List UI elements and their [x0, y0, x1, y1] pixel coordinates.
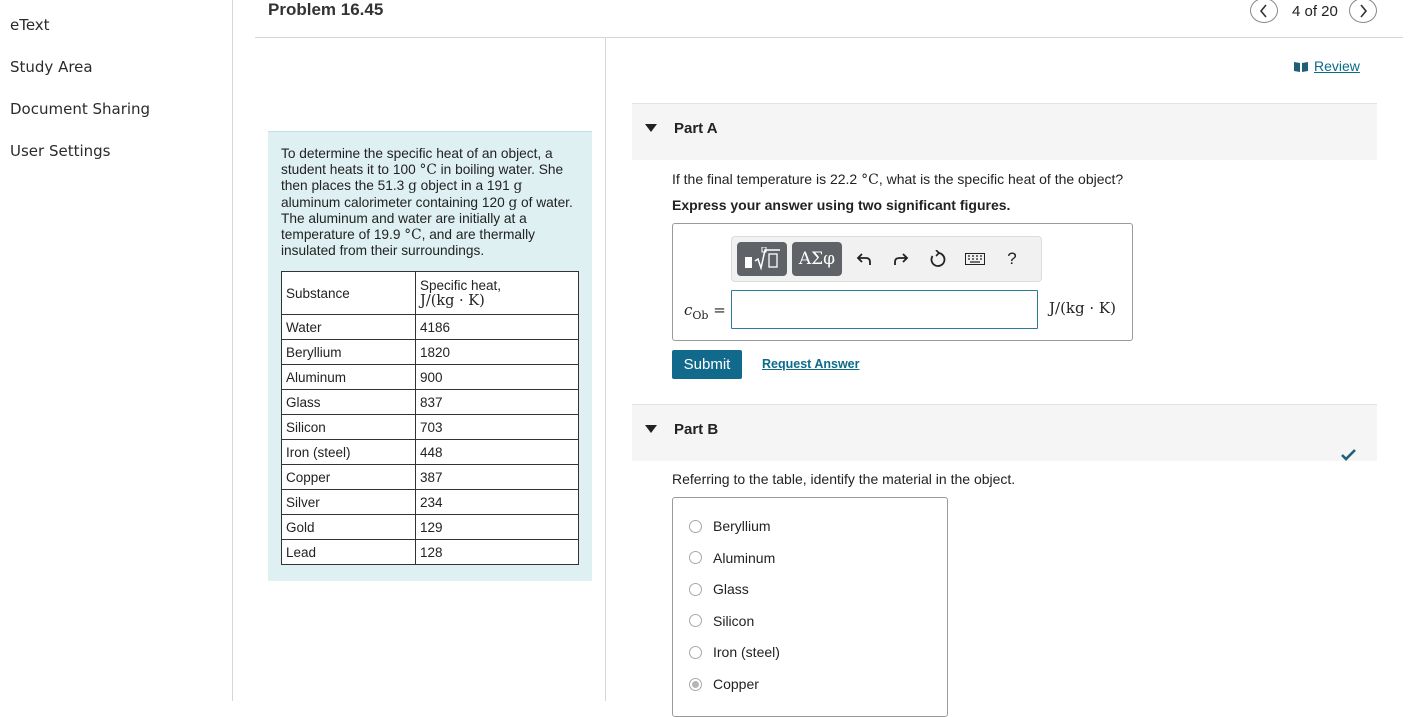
part-a-header[interactable]	[632, 103, 1377, 160]
choice-option[interactable]	[689, 579, 749, 599]
substance-cell: Glass	[282, 390, 416, 415]
radio-button[interactable]	[689, 614, 702, 627]
substance-cell: Water	[282, 315, 416, 340]
specific-heat-cell: 128	[416, 540, 579, 565]
table-row	[282, 390, 579, 415]
table-row	[282, 415, 579, 440]
part-b-header[interactable]	[632, 404, 1377, 461]
substance-cell: Silver	[282, 490, 416, 515]
next-button[interactable]	[1349, 0, 1377, 23]
nav-item-user-settings[interactable]: User Settings	[10, 142, 111, 160]
choice-label: Silicon	[713, 612, 755, 629]
choice-label: Beryllium	[713, 518, 771, 534]
page-counter: 4 of 20	[1292, 3, 1338, 20]
choice-label: Aluminum	[713, 549, 776, 566]
redo-icon	[893, 251, 909, 267]
substance-cell: Iron (steel)	[282, 440, 416, 465]
review-link[interactable]: Review	[1294, 58, 1360, 74]
choice-label: Glass	[713, 581, 749, 598]
table-row	[282, 315, 579, 340]
specific-heat-cell: 448	[416, 440, 579, 465]
part-b-label: Part B	[674, 421, 719, 438]
radio-button[interactable]	[689, 520, 702, 533]
chevron-left-icon	[1259, 4, 1269, 18]
undo-button[interactable]	[850, 242, 878, 276]
substance-cell: Gold	[282, 515, 416, 540]
specific-heat-cell: 900	[416, 365, 579, 390]
table-row	[282, 540, 579, 565]
previous-button[interactable]	[1250, 0, 1278, 23]
chevron-right-icon	[1358, 4, 1368, 18]
specific-heat-table	[281, 271, 579, 565]
answer-choices	[672, 497, 948, 717]
left-sidebar	[0, 0, 233, 701]
choice-option[interactable]	[689, 516, 771, 536]
substance-cell: Beryllium	[282, 340, 416, 365]
specific-heat-cell: 1820	[416, 340, 579, 365]
caret-down-icon	[645, 425, 657, 433]
answer-input[interactable]	[731, 290, 1038, 329]
choice-label: Copper	[713, 676, 759, 692]
part-a-question: If the final temperature is 22.2 °C, what is the specific heat of the object?	[672, 171, 1124, 188]
specific-heat-cell: 4186	[416, 315, 579, 340]
help-button[interactable]: ?	[1007, 249, 1017, 268]
specific-heat-cell: 129	[416, 515, 579, 540]
radio-button[interactable]	[689, 646, 702, 659]
caret-down-icon	[645, 124, 657, 132]
nav-item-etext[interactable]: eText	[10, 16, 50, 34]
answer-unit: J/(kg · K)	[1049, 299, 1116, 317]
book-icon	[1294, 61, 1308, 72]
request-answer-link[interactable]: Request Answer	[762, 357, 860, 371]
answer-variable-label: $c_{Ob}$ =	[684, 301, 726, 322]
specific-heat-cell: 234	[416, 490, 579, 515]
undo-icon	[856, 251, 872, 267]
page-title: Problem 16.45	[268, 0, 384, 19]
specific-heat-cell: 387	[416, 465, 579, 490]
table-row	[282, 465, 579, 490]
choice-option[interactable]	[689, 674, 759, 694]
checkmark-icon	[1341, 448, 1356, 461]
radio-button[interactable]	[689, 551, 702, 564]
problem-text: To determine the specific heat of an object, a student heats it to 100 °C in boiling water. She then places the 51.3 g object in a 191 g aluminum calorimeter containing 120 g of water. The aluminum and water are initially at a temperature of 19.9 °C, and are thermally insulated from their surroundings.	[281, 146, 573, 259]
part-a-label: Part A	[674, 120, 718, 137]
nav-item-study-area[interactable]: Study Area	[10, 58, 93, 76]
specific-heat-cell: 837	[416, 390, 579, 415]
table-row	[282, 440, 579, 465]
problem-statement-panel	[268, 131, 592, 581]
redo-button[interactable]	[887, 242, 915, 276]
column-header-substance: Substance	[282, 272, 416, 315]
greek-symbols-button[interactable]: ΑΣφ	[792, 242, 842, 276]
part-b-question: Referring to the table, identify the material in the object.	[672, 471, 1016, 487]
table-row	[282, 490, 579, 515]
table-row	[282, 340, 579, 365]
substance-cell: Copper	[282, 465, 416, 490]
specific-heat-cell: 703	[416, 415, 579, 440]
problem-header	[255, 0, 1403, 38]
choice-option[interactable]	[689, 548, 775, 568]
answer-entry-box	[672, 223, 1133, 341]
math-toolbar	[731, 236, 1042, 282]
reset-icon	[929, 250, 947, 268]
substance-cell: Aluminum	[282, 365, 416, 390]
column-header-specific-heat: Specific heat, J/(kg · K)	[416, 272, 579, 315]
radical-template-icon	[742, 247, 782, 271]
substance-cell: Silicon	[282, 415, 416, 440]
templates-button[interactable]	[737, 242, 787, 276]
choice-option[interactable]	[689, 642, 780, 662]
table-row	[282, 515, 579, 540]
keyboard-icon	[965, 253, 985, 265]
choice-label: Iron (steel)	[713, 644, 780, 661]
table-header-row	[282, 272, 579, 315]
radio-button[interactable]	[689, 583, 702, 596]
table-row	[282, 365, 579, 390]
column-divider	[605, 38, 606, 701]
choice-option[interactable]	[689, 611, 754, 631]
radio-button[interactable]	[689, 678, 702, 691]
submit-button[interactable]: Submit	[672, 350, 742, 379]
nav-item-document-sharing[interactable]: Document Sharing	[10, 100, 151, 118]
keyboard-button[interactable]	[960, 242, 990, 276]
part-a-instruction: Express your answer using two significant figures.	[672, 197, 1011, 213]
substance-cell: Lead	[282, 540, 416, 565]
reset-button[interactable]	[924, 242, 952, 276]
